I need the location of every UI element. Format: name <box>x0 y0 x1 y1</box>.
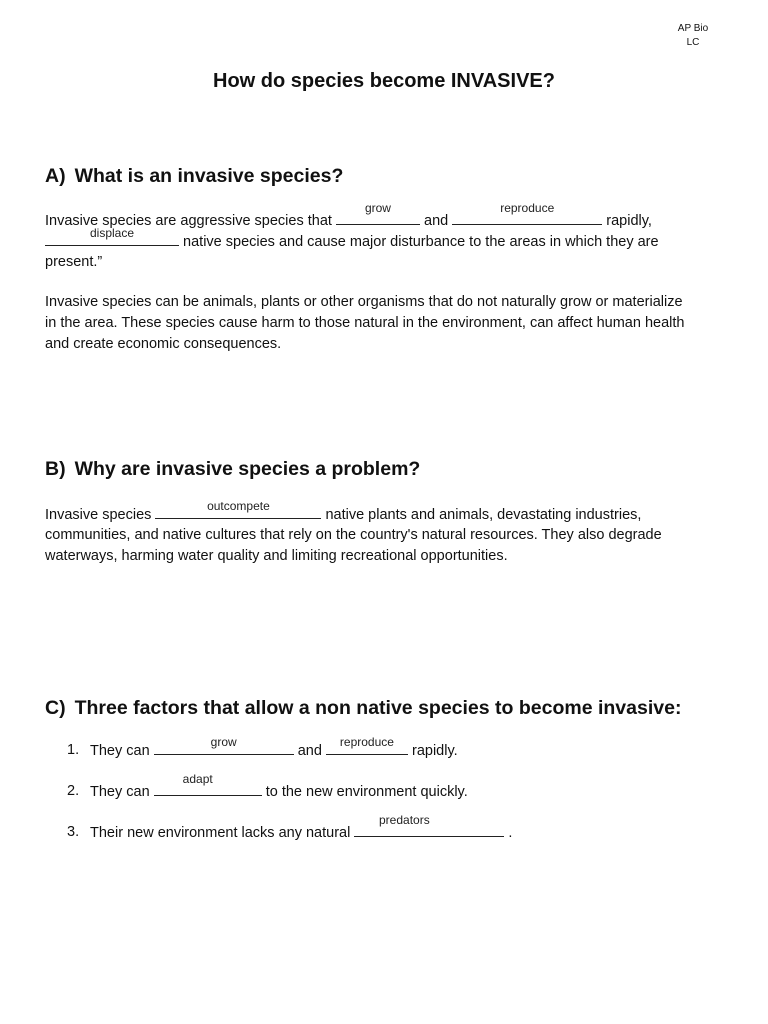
section-a-para2-line-1: Invasive species can be animals, plants or other organisms that do not naturally grow or materialize <box>45 294 683 310</box>
fill-blank <box>155 499 321 519</box>
answer-adapt: adapt <box>182 772 213 786</box>
text: Their new environment lacks any natural <box>90 825 351 841</box>
section-c-heading <box>45 697 681 720</box>
list-number: 3. <box>67 824 80 840</box>
text: . <box>508 825 513 841</box>
fill-blank <box>154 735 294 755</box>
header-note <box>663 22 723 50</box>
section-a-letter: A) <box>45 165 66 187</box>
fill-blank <box>154 772 262 796</box>
section-a-heading <box>45 165 343 188</box>
section-a-title: What is an invasive species? <box>74 165 344 187</box>
text: native species and cause major disturbance to the areas in which they are <box>183 234 659 250</box>
section-a-line-3: present.” <box>45 254 103 270</box>
text: Invasive species are aggressive species that <box>45 213 332 229</box>
section-b-letter: B) <box>45 458 66 480</box>
fill-blank <box>336 201 420 225</box>
answer-reproduce: reproduce <box>500 201 555 215</box>
answer-predators: predators <box>379 813 430 827</box>
text: and <box>297 743 322 759</box>
section-b-heading <box>45 458 420 481</box>
answer-grow: grow <box>364 201 391 215</box>
text: Invasive species <box>45 507 152 523</box>
page-title: How do species become INVASIVE? <box>213 70 555 92</box>
answer-grow: grow <box>210 735 237 749</box>
text: They can <box>90 743 150 759</box>
text: They can <box>90 784 150 800</box>
text: native plants and animals, devastating industries, <box>325 507 642 523</box>
section-b-line-1 <box>45 499 642 526</box>
section-c-letter: C) <box>45 697 66 719</box>
course-label: AP Bio <box>677 23 709 34</box>
answer-outcompete: outcompete <box>207 499 270 513</box>
fill-blank <box>45 226 179 246</box>
fill-blank <box>452 201 602 225</box>
list-item <box>45 772 512 802</box>
answer-reproduce: reproduce <box>339 735 394 749</box>
fill-blank <box>354 813 504 837</box>
list-item <box>45 735 512 761</box>
factor-list <box>45 735 513 843</box>
list-number: 2. <box>67 783 80 799</box>
section-c-title: Three factors that allow a non native species to become invasive: <box>74 697 682 719</box>
fill-blank <box>326 735 408 755</box>
text: rapidly. <box>411 743 458 759</box>
list-number: 1. <box>67 742 80 758</box>
section-b-title: Why are invasive species a problem? <box>74 458 421 480</box>
student-initials: LC <box>686 37 700 48</box>
section-b-line-3: waterways, harming water quality and limiting recreational opportunities. <box>45 548 508 564</box>
text: rapidly, <box>606 213 652 229</box>
section-a-para2-line-2: in the area. These species cause harm to those natural in the environment, can affect human health <box>45 315 685 331</box>
section-a-para2-line-3: and create economic consequences. <box>45 336 282 352</box>
section-b-line-2: communities, and native cultures that rely on the country's natural resources. They also degrade <box>45 527 662 543</box>
text: and <box>424 213 449 229</box>
text: to the new environment quickly. <box>265 784 468 800</box>
list-item <box>45 813 513 843</box>
section-a-line-2 <box>45 226 659 253</box>
answer-displace: displace <box>89 226 135 240</box>
